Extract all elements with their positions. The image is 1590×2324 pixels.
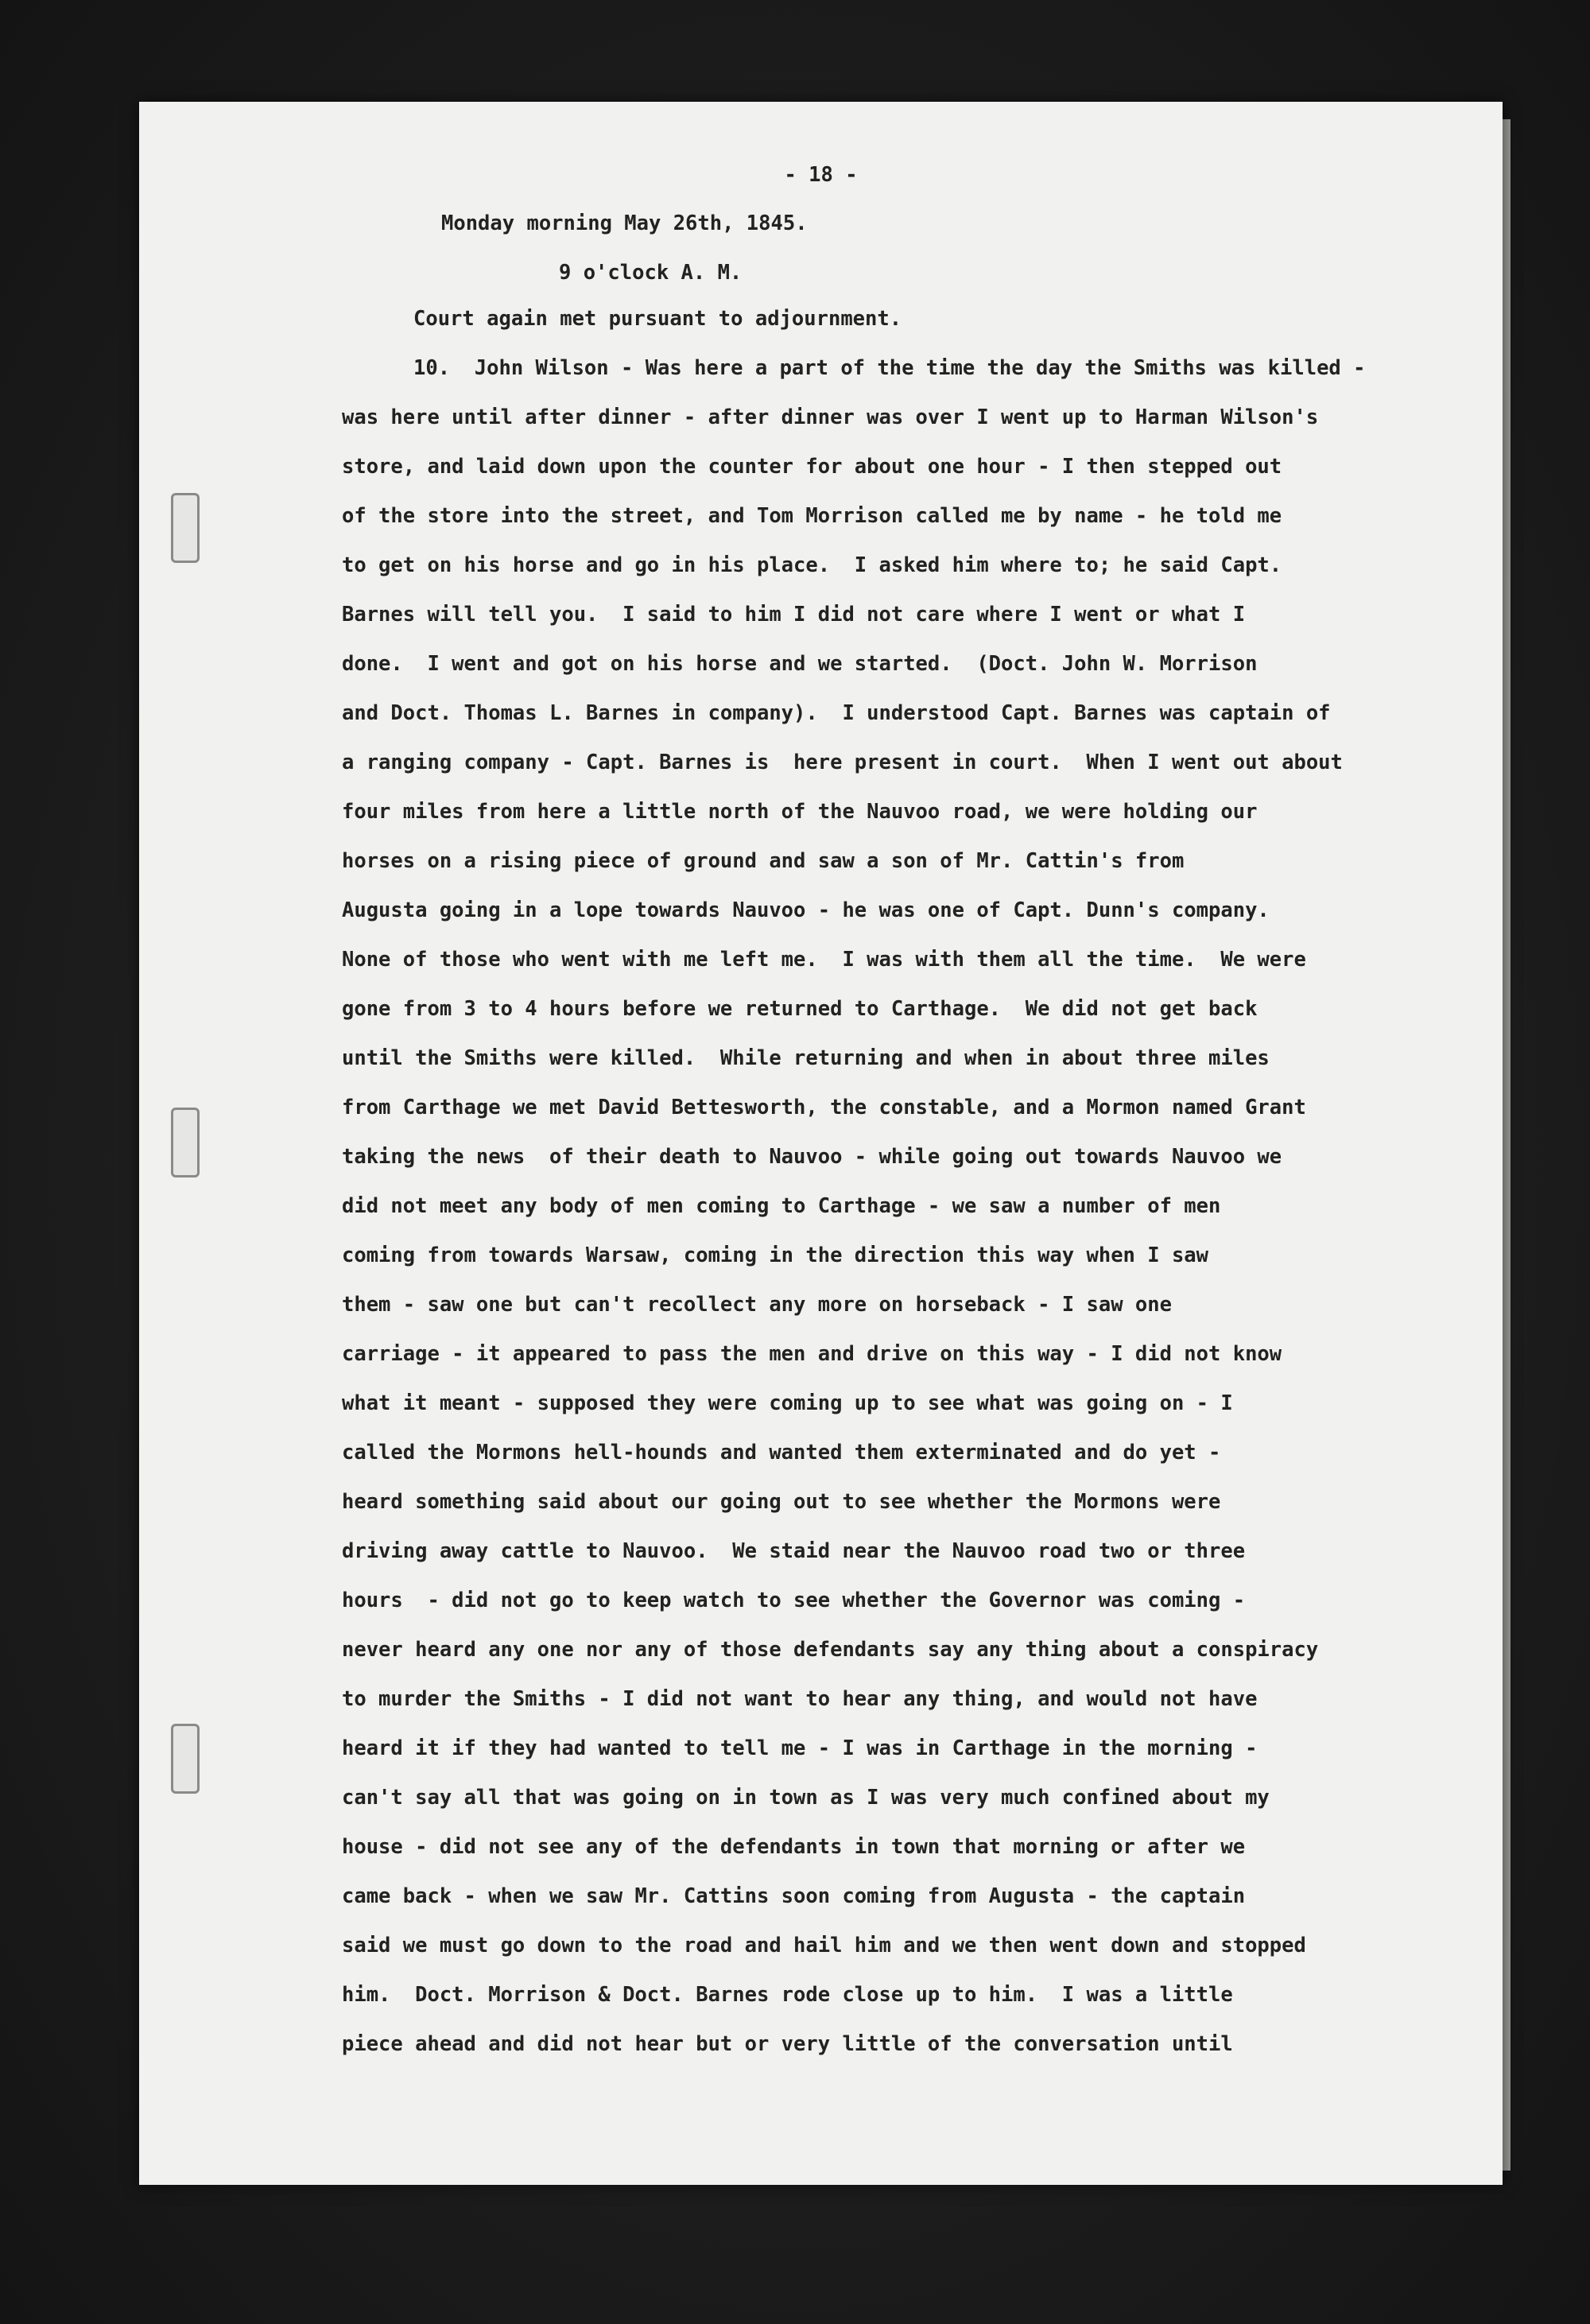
body-line: did not meet any body of men coming to Carthage - we saw a number of men [342,1194,1221,1218]
body-line: from Carthage we met David Bettesworth, the constable, and a Mormon named Grant [342,1096,1306,1119]
body-line: 10. John Wilson - Was here a part of the time the day the Smiths was killed - [413,356,1366,380]
body-line: hours - did not go to keep watch to see whether the Governor was coming - [342,1589,1246,1612]
body-line: horses on a rising piece of ground and saw a son of Mr. Cattin's from [342,849,1185,873]
body-line: and Doct. Thomas L. Barnes in company). I understood Capt. Barnes was captain of [342,701,1331,725]
body-line: carriage - it appeared to pass the men and drive on this way - I did not know [342,1342,1282,1366]
body-line: can't say all that was going on in town as I was very much confined about my [342,1786,1270,1810]
body-line: driving away cattle to Nauvoo. We staid near the Nauvoo road two or three [342,1539,1246,1563]
page-number: - 18 - [784,163,858,187]
body-line: a ranging company - Capt. Barnes is here present in court. When I went out about [342,751,1343,774]
date-line: Monday morning May 26th, 1845. [441,211,808,235]
body-line: them - saw one but can't recollect any more on horseback - I saw one [342,1293,1172,1317]
document-page [139,102,1503,2185]
body-line: coming from towards Warsaw, coming in the direction this way when I saw [342,1243,1209,1267]
body-line: four miles from here a little north of the Nauvoo road, we were holding our [342,800,1258,824]
body-line: him. Doct. Morrison & Doct. Barnes rode close up to him. I was a little [342,1983,1233,2007]
body-line: house - did not see any of the defendants in town that morning or after we [342,1835,1246,1859]
body-line: heard it if they had wanted to tell me - I was in Carthage in the morning - [342,1736,1258,1760]
body-line: Barnes will tell you. I said to him I did not care where I went or what I [342,603,1246,627]
document-text [139,102,1503,2185]
body-line: store, and laid down upon the counter for about one hour - I then stepped out [342,455,1282,479]
body-line: what it meant - supposed they were coming up to see what was going on - I [342,1391,1233,1415]
body-line: to get on his horse and go in his place. I asked him where to; he said Capt. [342,553,1282,577]
body-line: Court again met pursuant to adjournment. [413,307,902,331]
body-line: called the Mormons hell-hounds and wanted them exterminated and do yet - [342,1441,1221,1465]
body-line: of the store into the street, and Tom Morrison called me by name - he told me [342,504,1282,528]
body-line: taking the news of their death to Nauvoo - while going out towards Nauvoo we [342,1145,1282,1169]
body-line: done. I went and got on his horse and we started. (Doct. John W. Morrison [342,652,1258,676]
body-line: piece ahead and did not hear but or very little of the conversation until [342,2032,1233,2056]
paper-edge [1503,119,1510,2171]
body-line: said we must go down to the road and hail him and we then went down and stopped [342,1934,1306,1957]
body-line: heard something said about our going out to see whether the Mormons were [342,1490,1221,1514]
body-line: until the Smiths were killed. While returning and when in about three miles [342,1046,1270,1070]
body-line: came back - when we saw Mr. Cattins soon coming from Augusta - the captain [342,1884,1246,1908]
body-line: None of those who went with me left me. I was with them all the time. We were [342,948,1306,972]
body-line: was here until after dinner - after dinner was over I went up to Harman Wilson's [342,405,1319,429]
body-line: never heard any one nor any of those defendants say any thing about a conspiracy [342,1638,1319,1662]
body-line: to murder the Smiths - I did not want to hear any thing, and would not have [342,1687,1258,1711]
time-line: 9 o'clock A. M. [559,261,743,285]
body-line: gone from 3 to 4 hours before we returned to Carthage. We did not get back [342,997,1258,1021]
body-line: Augusta going in a lope towards Nauvoo - he was one of Capt. Dunn's company. [342,898,1270,922]
